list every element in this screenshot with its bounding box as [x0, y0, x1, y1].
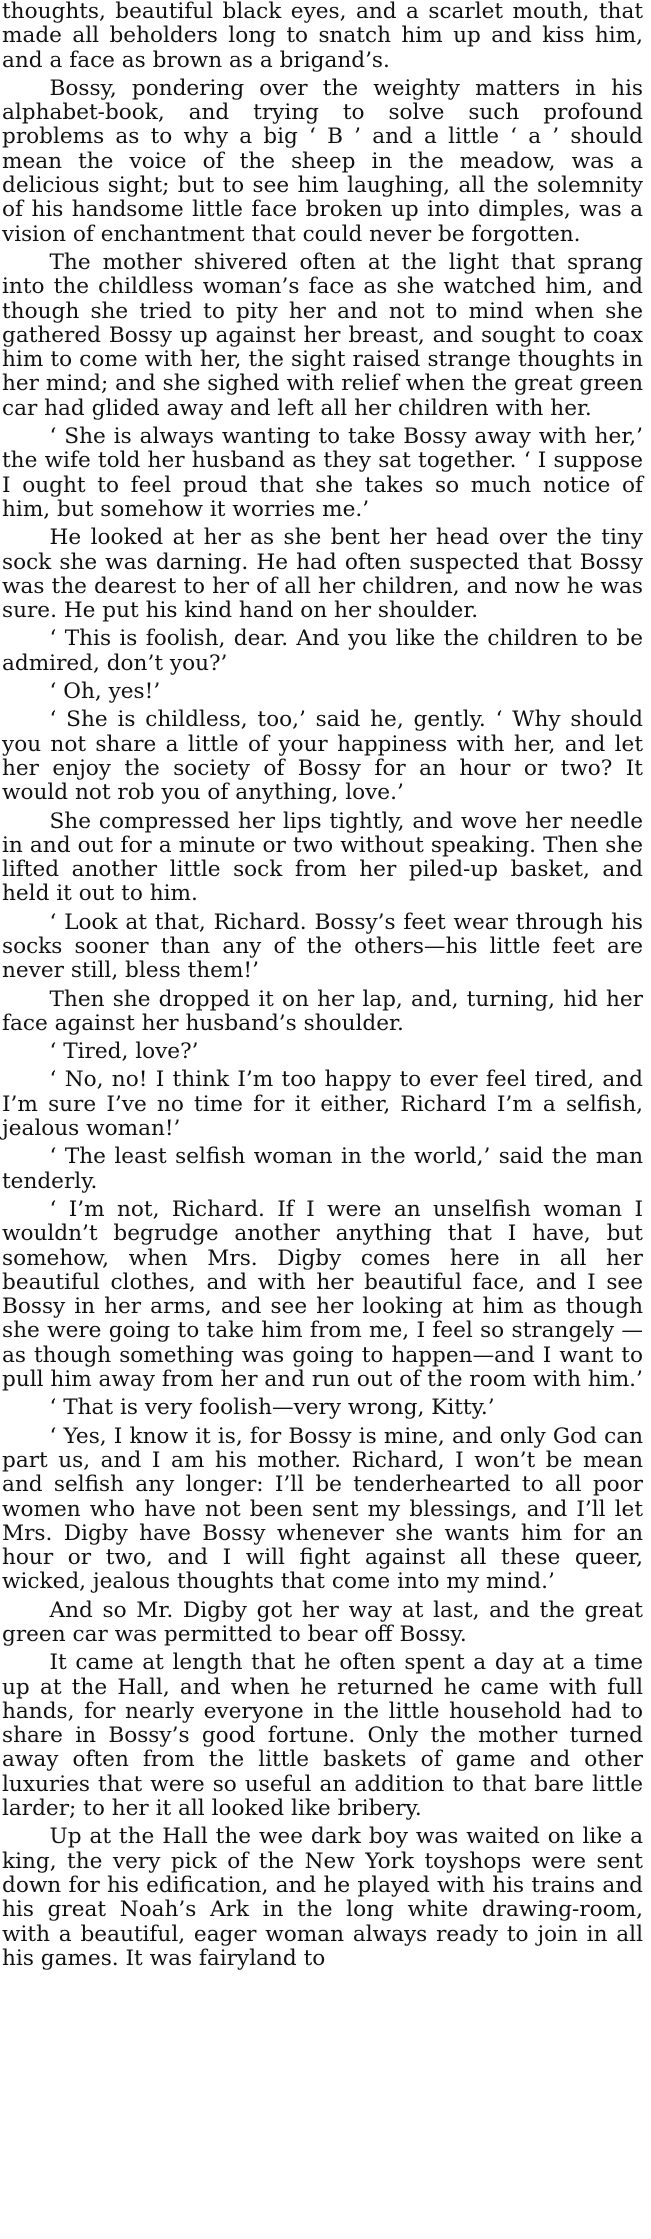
- paragraph-mother-shivered: The mother shivered often at the light that sprang into the childless woman’s face as she watched him, and though she tried to pity her and not to mind when she gathered Bossy up against her breast, and sought to coax him to come with her, the sight raised strange thoughts in her mind; and she sighed with relief when the great green car had glided away and left all her children with her.: [2, 249, 643, 421]
- paragraph-yes-i-know: ‘ Yes, I know it is, for Bossy is mine, and only God can part us, and I am his mother. Richard, I won’t be mean and selfish any longer: I’ll be tenderhearted to all poor women who have not been sent my blessings, and I’ll let Mrs. Digby have Bossy whenever she wants him for an hour or two, and I will fight against all these queer, wicked, jealous thoughts that come into my mind.’: [2, 1423, 643, 1595]
- paragraph-came-at-length: It came at length that he often spent a day at a time up at the Hall, and when he returned he came with full hands, for nearly everyone in the little household had to share in Bossy’s good fortune. Only the mother turned away often from the little baskets of game and other luxuries that were so useful an addition to that bare little larder; to her it all looked like bribery.: [2, 1650, 643, 1822]
- paragraph-look-at-that: ‘ Look at that, Richard. Bossy’s feet wear through his socks sooner than any of the others—his little feet are never still, bless them!’: [2, 909, 643, 984]
- paragraph-im-not-richard: ‘ I’m not, Richard. If I were an unselfish woman I wouldn’t begrudge another anything that I have, but somehow, when Mrs. Digby comes here in all her beautiful clothes, and with her beautiful face, and I see Bossy in her arms, and see her looking at him as though she were going to take him from me, I feel so strangely —as though something was going to happen—and I want to pull him away from her and run out of the room with him.’: [2, 1196, 643, 1393]
- paragraph-oh-yes: ‘ Oh, yes!’: [49, 679, 161, 705]
- paragraph-very-foolish: ‘ That is very foolish—very wrong, Kitty.’: [49, 1395, 495, 1421]
- paragraph-this-is-foolish: ‘ This is foolish, dear. And you like the children to be admired, don’t you?’: [2, 626, 643, 676]
- paragraph-continued: thoughts, beautiful black eyes, and a scarlet mouth, that made all beholders long to snatch him up and kiss him, and a face as brown as a brigand’s.: [2, 0, 643, 73]
- paragraph-he-looked: He looked at her as she bent her head over the tiny sock she was darning. He had often suspected that Bossy was the dearest to her of all her children, and now he was sure. He put his kind hand on her shoulder.: [2, 525, 643, 624]
- paragraph-dropped-on-lap: Then she dropped it on her lap, and, turning, hid her face against her husband’s shoulder.: [2, 986, 643, 1036]
- paragraph-she-is-childless: ‘ She is childless, too,’ said he, gently. ‘ Why should you not share a little of your happiness with her, and let her enjoy the society of Bossy for an hour or two? It would not rob you of anything, love.’: [2, 707, 643, 806]
- paragraph-no-no: ‘ No, no! I think I’m too happy to ever feel tired, and I’m sure I’ve no time for it either, Richard I’m a selfish, jealous woman!’: [2, 1067, 643, 1142]
- paragraph-up-at-the-hall: Up at the Hall the wee dark boy was waited on like a king, the very pick of the New York toyshops were sent down for his edification, and he played with his trains and his great Noah’s Ark in the long white drawing-room, with a beautiful, eager woman always ready to join in all his games. It was fairyland to: [2, 1824, 643, 1971]
- paragraph-mr-digby-got-her-way: And so Mr. Digby got her way at last, and the great green car was permitted to bear off Bossy.: [2, 1597, 643, 1647]
- paragraph-bossy-alphabet: Bossy, pondering over the weighty matters in his alphabet-book, and trying to solve such profound problems as to why a big ‘ B ’ and a little ‘ a ’ should mean the voice of the sheep in the meadow, was a delicious sight; but to see him laughing, all the solemnity of his handsome little face broken up into dimples, was a vision of enchantment that could never be forgotten.: [2, 75, 643, 247]
- paragraph-compressed-lips: She compressed her lips tightly, and wove her needle in and out for a minute or two without speaking. Then she lifted another little sock from her piled-up basket, and held it out to him.: [2, 808, 643, 907]
- paragraph-wife-told-husband: ‘ She is always wanting to take Bossy away with her,’ the wife told her husband as they sat together. ‘ I suppose I ought to feel proud that she takes so much notice of him, but somehow it worries me.’: [2, 424, 643, 522]
- paragraph-tired-love: ‘ Tired, love?’: [49, 1039, 199, 1065]
- paragraph-least-selfish: ‘ The least selfish woman in the world,’ said the man tenderly.: [2, 1144, 643, 1194]
